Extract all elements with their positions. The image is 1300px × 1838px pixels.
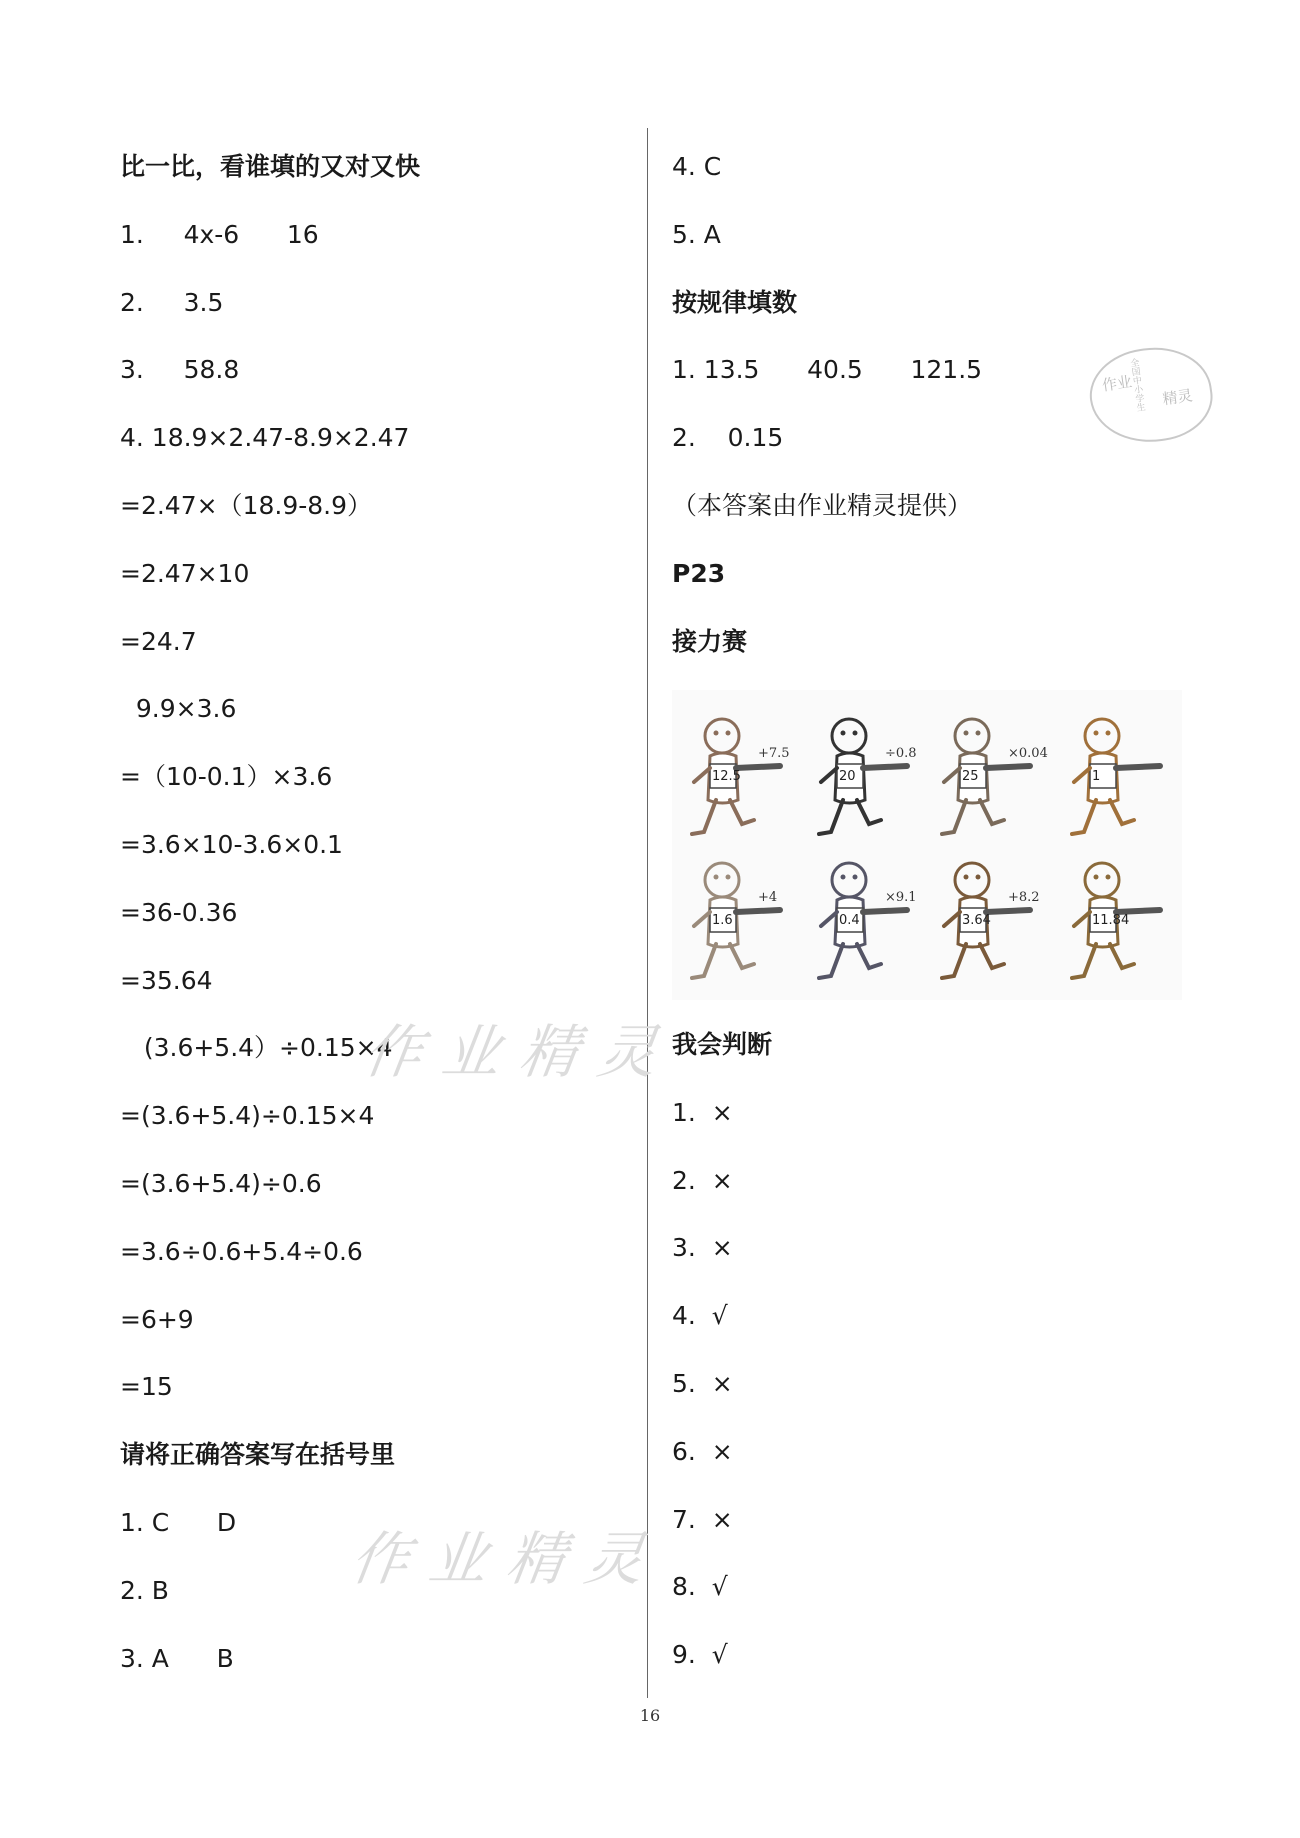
relay-race-figure	[672, 690, 1182, 1000]
answer-line: 2. ×	[672, 1165, 733, 1195]
answer-line: 1. 4x-6 16	[120, 219, 319, 249]
section-heading: 比一比，看谁填的又对又快	[120, 152, 421, 181]
section-heading: 按规律填数	[672, 287, 798, 317]
answer-line: 1. C D	[120, 1508, 237, 1537]
runner-operation: ×0.04	[1008, 746, 1048, 761]
runner-bib-number: 12.5	[712, 769, 741, 784]
runner-rabbit	[680, 852, 798, 1002]
runner-tiger	[1060, 708, 1178, 858]
runner-turtle	[807, 852, 925, 1002]
watermark: 作业精灵	[359, 1018, 682, 1086]
answer-line: 3. 58.8	[120, 355, 240, 385]
section-heading: 接力赛	[672, 626, 748, 656]
answer-line: =2.47×（18.9-8.9）	[120, 491, 373, 520]
tiger-icon	[1060, 708, 1178, 848]
answer-line: 3. ×	[672, 1233, 733, 1263]
panda-icon	[807, 708, 925, 848]
answer-line: 9.9×3.6	[120, 694, 237, 724]
runner-operation: +7.5	[758, 746, 790, 761]
watermark: 作业精灵	[346, 1525, 669, 1593]
answer-line: =(3.6+5.4)÷0.6	[120, 1169, 322, 1198]
section-heading: 我会判断	[672, 1030, 773, 1059]
deer-icon	[930, 708, 1048, 848]
runner-lion	[1060, 852, 1178, 1002]
answer-line: 2. 0.15	[672, 423, 784, 453]
runner-fox	[930, 852, 1048, 1002]
answer-line: （本答案由作业精灵提供）	[672, 491, 973, 520]
runner-operation: ÷0.8	[885, 746, 917, 761]
answer-line: 1. ×	[672, 1097, 733, 1127]
answer-line: 6. ×	[672, 1436, 733, 1466]
answer-line: 4. √	[672, 1301, 728, 1331]
stamp-text-top: 作业	[1100, 372, 1134, 395]
answer-line: 9. √	[672, 1640, 728, 1670]
answer-line: 3. A B	[120, 1643, 234, 1673]
runner-bib-number: 25	[962, 769, 979, 784]
runner-bib-number: 11.84	[1092, 913, 1130, 928]
answer-line: 4. 18.9×2.47-8.9×2.47	[120, 423, 410, 453]
answer-line: =36-0.36	[120, 897, 238, 927]
answer-line: 7. ×	[672, 1504, 733, 1534]
runner-operation: +8.2	[1008, 890, 1040, 905]
answer-line: =(3.6+5.4)÷0.15×4	[120, 1101, 375, 1131]
answer-line: 2. 3.5	[120, 287, 224, 317]
answer-line: =（10-0.1）×3.6	[120, 762, 333, 792]
section-heading: P23	[672, 558, 726, 588]
answer-line: (3.6+5.4）÷0.15×4	[120, 1033, 393, 1063]
runner-bib-number: 1	[1092, 769, 1101, 784]
answer-line: =2.47×10	[120, 558, 250, 588]
runner-bib-number: 0.4	[839, 913, 860, 928]
runner-bib-number: 1.6	[712, 913, 733, 928]
turtle-icon	[807, 852, 925, 992]
answer-line: 4. C	[672, 152, 722, 181]
stamp-logo	[1084, 340, 1218, 450]
answer-line: 2. B	[120, 1575, 169, 1605]
answer-line: =3.6×10-3.6×0.1	[120, 830, 343, 859]
answer-line: 5. A	[672, 219, 721, 249]
answer-line: =6+9	[120, 1304, 194, 1334]
runner-operation: +4	[758, 890, 778, 905]
answer-line: =15	[120, 1372, 173, 1402]
rabbit-icon	[680, 852, 798, 992]
answer-line: =24.7	[120, 626, 197, 656]
runner-panda	[807, 708, 925, 858]
answer-line: =3.6÷0.6+5.4÷0.6	[120, 1236, 363, 1266]
answer-line: 8. √	[672, 1572, 728, 1602]
runner-operation: ×9.1	[885, 890, 917, 905]
column-divider	[647, 128, 648, 1698]
section-heading: 请将正确答案写在括号里	[120, 1440, 396, 1470]
answer-line: 5. ×	[672, 1369, 733, 1398]
runner-monkey	[680, 708, 798, 858]
answer-line: 1. 13.5 40.5 121.5	[672, 355, 983, 385]
runner-bib-number: 3.64	[962, 913, 991, 928]
stamp-text-bottom: 精灵	[1161, 386, 1194, 409]
runner-bib-number: 20	[839, 769, 856, 784]
stamp-text-middle: 全国中小学生	[1127, 357, 1146, 413]
page-number: 16	[639, 1706, 661, 1725]
runner-deer	[930, 708, 1048, 858]
answer-line: =35.64	[120, 965, 213, 995]
